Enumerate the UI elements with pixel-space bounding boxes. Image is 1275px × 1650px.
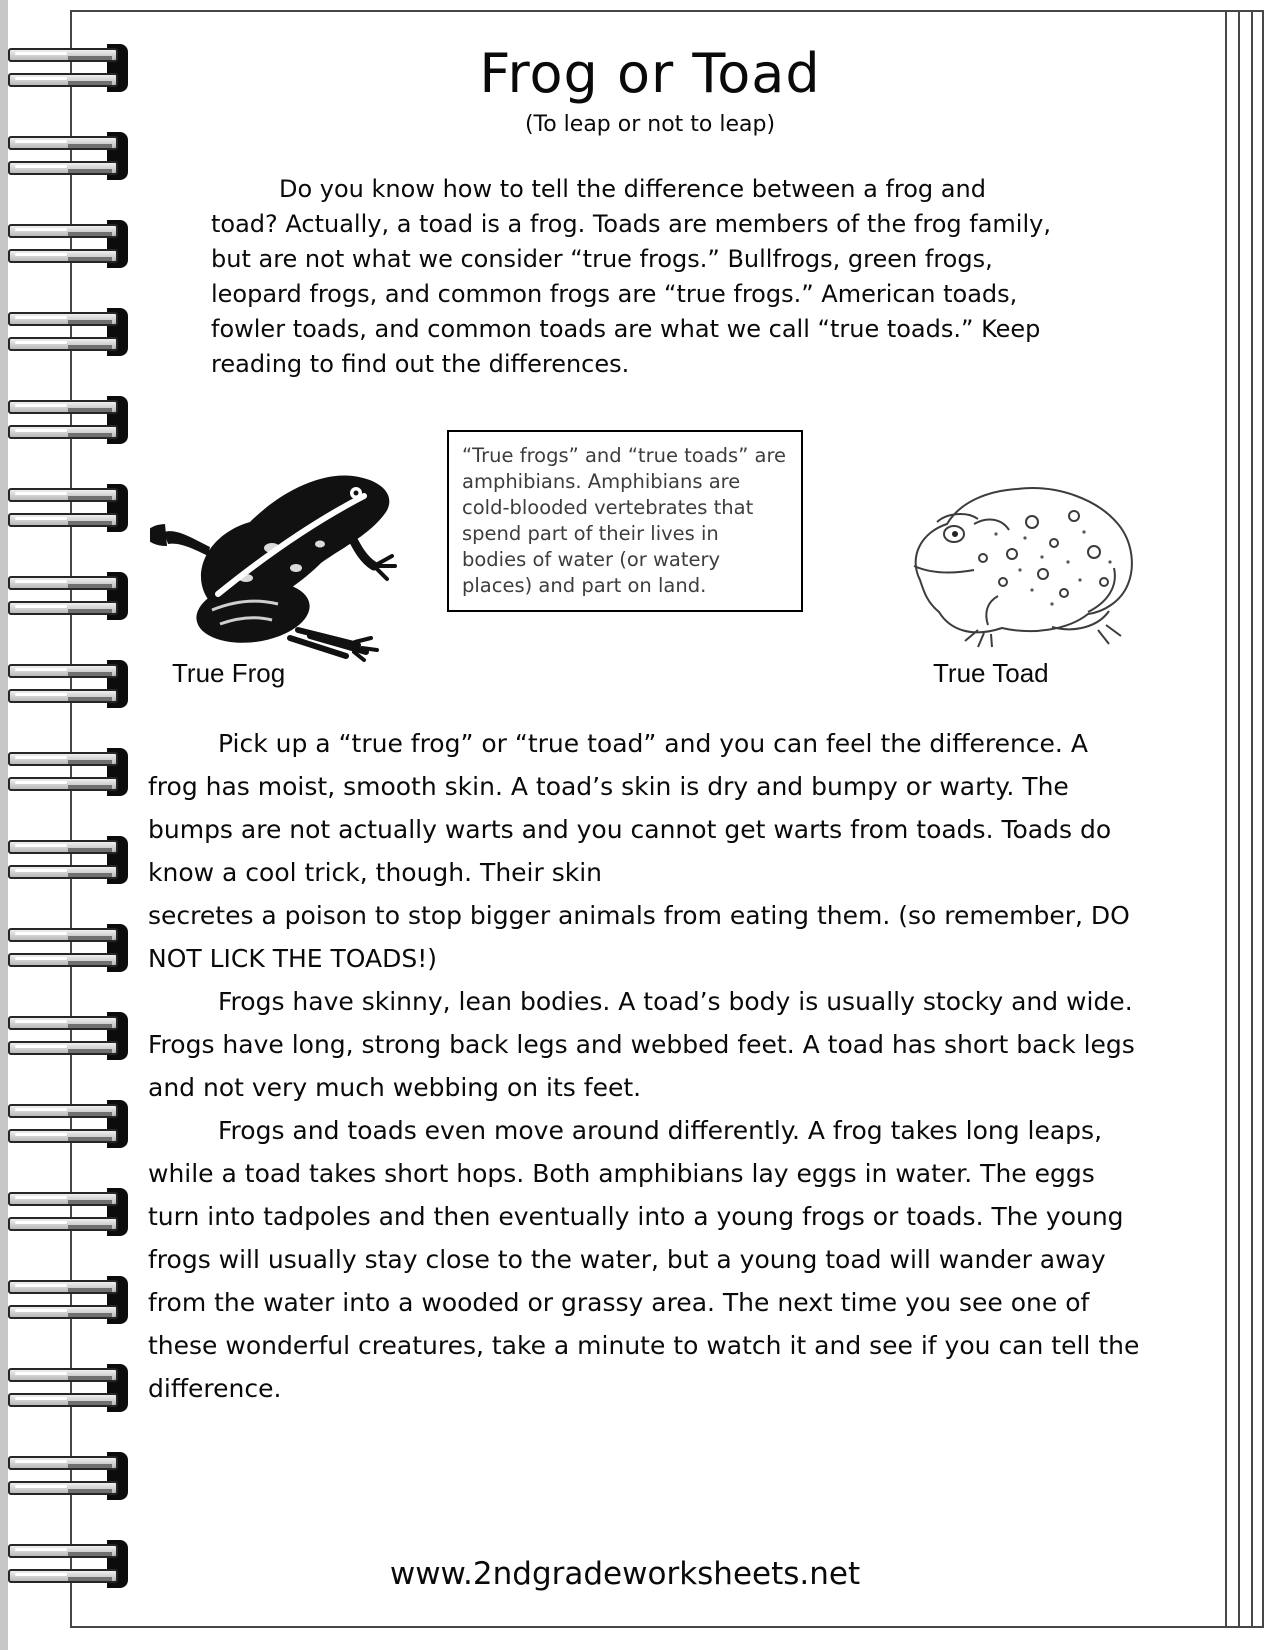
info-box: “True frogs” and “true toads” are amphibians. Amphibians are cold-blooded vertebrates that spend part of their lives in bodies of water (or watery places) and part on land. [447, 430, 803, 612]
ring-bar-icon [8, 1481, 118, 1495]
binding-ring [8, 484, 130, 532]
body-paragraph: secretes a poison to stop bigger animals from eating them. (so remember, DO NOT LICK THE TOADS!) [148, 901, 1130, 973]
binding-ring [8, 748, 130, 796]
ring-bar-icon [8, 136, 118, 150]
stacked-page-edge [1238, 10, 1240, 1628]
binding-ring [8, 220, 130, 268]
binding-ring [8, 132, 130, 180]
binding-ring [8, 1364, 130, 1412]
ring-bar-icon [8, 1016, 118, 1030]
ring-bar-icon [8, 249, 118, 263]
intro-paragraph: Do you know how to tell the difference between a frog and toad? Actually, a toad is a frog. Toads are members of the frog family, but are not what we consider “true frogs.” Bullfrogs, green frogs, leopard frogs, and common frogs are “true frogs.” American toads, fowler toads, and common toads are what we call “true toads.” Keep reading to find out the differences. [211, 175, 1051, 378]
ring-bar-icon [8, 752, 118, 766]
ring-bar-icon [8, 337, 118, 351]
ring-bar-icon [8, 312, 118, 326]
ring-bar-icon [8, 928, 118, 942]
binding-ring [8, 660, 130, 708]
binding-ring [8, 396, 130, 444]
stacked-page-edge [1225, 10, 1227, 1628]
ring-bar-icon [8, 689, 118, 703]
binding-ring [8, 836, 130, 884]
ring-bar-icon [8, 1280, 118, 1294]
ring-bar-icon [8, 1104, 118, 1118]
binding-ring [8, 1452, 130, 1500]
spiral-binding [0, 0, 140, 1650]
ring-bar-icon [8, 865, 118, 879]
toad-illustration [892, 462, 1150, 654]
binding-ring [8, 924, 130, 972]
ring-bar-icon [8, 1368, 118, 1382]
ring-bar-icon [8, 1041, 118, 1055]
ring-bar-icon [8, 576, 118, 590]
frog-drawing [150, 476, 395, 660]
body-text [148, 722, 1140, 1410]
ring-bar-icon [8, 1217, 118, 1231]
ring-bar-icon [8, 1456, 118, 1470]
toad-caption: True Toad [933, 658, 1049, 688]
binding-ring [8, 308, 130, 356]
ring-bar-icon [8, 953, 118, 967]
ring-bar-icon [8, 513, 118, 527]
page-subtitle: (To leap or not to leap) [524, 112, 776, 137]
footer-url: www.2ndgradeworksheets.net [389, 1556, 861, 1592]
ring-bar-icon [8, 1393, 118, 1407]
ring-bar-icon [8, 1192, 118, 1206]
ring-bar-icon [8, 1305, 118, 1319]
ring-bar-icon [8, 664, 118, 678]
binding-ring [8, 1276, 130, 1324]
binding-ring [8, 1012, 130, 1060]
binding-ring [8, 1188, 130, 1236]
binding-ring [8, 1100, 130, 1148]
ring-bar-icon [8, 161, 118, 175]
ring-bar-icon [8, 1129, 118, 1143]
toad-drawing [914, 488, 1132, 647]
frog-illustration [150, 452, 405, 664]
ring-bar-icon [8, 601, 118, 615]
ring-bar-icon [8, 400, 118, 414]
ring-bar-icon [8, 425, 118, 439]
binding-ring [8, 572, 130, 620]
page-title: Frog or Toad [479, 42, 821, 105]
body-paragraph: Pick up a “true frog” or “true toad” and you can feel the difference. A frog has moist, smooth skin. A toad’s skin is dry and bumpy or warty. The bumps are not actually warts and you cannot get warts from toads. Toads do know a cool trick, though. Their skin [148, 729, 1112, 887]
ring-bar-icon [8, 488, 118, 502]
ring-bar-icon [8, 224, 118, 238]
ring-bar-icon [8, 840, 118, 854]
body-paragraph: Frogs have skinny, lean bodies. A toad’s body is usually stocky and wide. Frogs have long, strong back legs and webbed feet. A toad has short back legs and not very much webbing on its feet. [148, 987, 1135, 1102]
frog-caption: True Frog [172, 658, 286, 688]
ring-bar-icon [8, 777, 118, 791]
stacked-page-edge [1251, 10, 1253, 1628]
body-paragraph: Frogs and toads even move around differently. A frog takes long leaps, while a toad takes short hops. Both amphibians lay eggs in water. The eggs turn into tadpoles and then eventually into a young frogs or toads. The young frogs will usually stay close to the water, but a young toad will wander away from the water into a wooded or grassy area. The next time you see one of these wonderful creatures, take a minute to watch it and see if you can tell the difference. [148, 1116, 1140, 1403]
